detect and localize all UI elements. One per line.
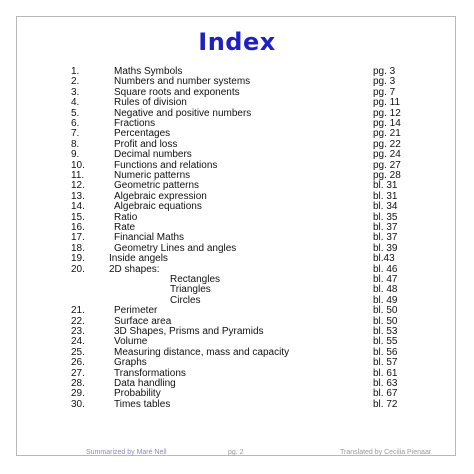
index-entry [0,295,474,306]
index-entry-number: 29. [71,388,85,400]
index-entry-label: Rate [114,222,136,233]
index-entry-page: pg. 21 [373,128,401,140]
index-entry [0,305,474,316]
index-entry-number: 9. [71,149,80,161]
index-entry-number: 22. [71,315,85,327]
index-entry [0,108,474,119]
index-entry-label: Numbers and number systems [114,76,251,88]
index-entry-label: Geometry Lines and angles [114,242,237,254]
index-entry [0,160,474,171]
index-entry-number: 30. [71,398,85,410]
index-entry-label: Rectangles [170,274,221,285]
index-entry-label: Decimal numbers [114,149,192,161]
index-entry-label: Inside angels [109,253,168,265]
footer-translated-by: Translated by Cecilia Pienaar [340,449,432,456]
index-entry-page: bl. 72 [373,398,398,410]
index-entry [0,336,474,347]
index-entry-number: 1. [71,66,80,77]
index-entry-number: 2. [71,76,80,88]
index-entry-number: 4. [71,97,80,109]
index-entry-page: bl. 47 [373,274,398,285]
index-entry [0,139,474,150]
index-entry-label: Profit and loss [114,138,178,150]
index-entry [0,97,474,108]
index-entry [0,368,474,379]
index-entry-label: 3D Shapes, Prisms and Pyramids [114,326,264,337]
index-entry-label: Graphs [114,357,147,369]
index-entry [0,232,474,243]
index-entry-page: pg. 14 [373,118,401,129]
index-entry-label: Triangles [170,284,211,296]
index-entry-page: pg. 7 [373,86,396,98]
index-entry [0,66,474,77]
index-entry-page: bl. 31 [373,190,398,202]
index-title: Index [198,28,276,56]
index-entry-label: Functions and relations [114,159,218,171]
index-entry-label: Rules of division [114,97,187,109]
index-entry [0,212,474,223]
index-entry-label: Fractions [114,118,156,129]
index-entry-number: 18. [71,242,85,254]
index-entry-page: bl. 63 [373,378,398,389]
index-entry-label: Algebraic expression [114,190,207,202]
index-entry-page: bl. 37 [373,222,398,233]
index-entry-page: bl. 61 [373,367,398,379]
index-entry-page: bl. 39 [373,242,398,254]
index-entry-page: bl. 37 [373,232,398,244]
index-entry-number: 27. [71,367,85,379]
index-entry-page: pg. 28 [373,170,401,181]
index-entry [0,170,474,181]
index-entry-number: 14. [71,201,85,213]
index-entry [0,357,474,368]
index-entry-page: pg. 12 [373,107,401,119]
index-entry [0,347,474,358]
index-entry-page: bl. 49 [373,294,398,306]
index-entry [0,378,474,389]
index-entry-number: 8. [71,138,80,150]
index-entry-page: pg. 24 [373,149,401,161]
index-entry-number: 20. [71,263,85,275]
index-entry-label: Maths Symbols [114,66,183,77]
index-entry-number: 21. [71,305,85,317]
index-entry-page: pg. 11 [373,97,401,109]
index-entry-label: Volume [114,336,148,348]
index-entry-page: bl. 31 [373,180,398,192]
index-entry-label: Ratio [114,211,138,223]
index-entry [0,76,474,87]
index-entry [0,118,474,129]
index-entry-page: bl. 50 [373,315,398,327]
index-entry-label: Square roots and exponents [114,86,240,98]
index-entry-page: pg. 3 [373,66,396,77]
index-entry-label: Surface area [114,315,172,327]
footer-page-number: pg. 2 [228,449,244,456]
index-entry-page: bl.43 [373,253,395,265]
index-entry-label: Percentages [114,128,171,140]
index-entry-label: 2D shapes: [109,263,160,275]
index-entry-page: pg. 27 [373,159,401,171]
index-entry-label: Perimeter [114,305,158,317]
index-entry [0,284,474,295]
index-entry-number: 12. [71,180,85,192]
index-entry-number: 24. [71,336,85,348]
index-entry-page: bl. 48 [373,284,398,296]
index-entry [0,222,474,233]
index-entry [0,87,474,98]
index-entry-label: Transformations [114,367,186,379]
index-entry [0,388,474,399]
index-entry-number: 13. [71,190,85,202]
index-entry [0,128,474,139]
index-entry-number: 19. [71,253,85,265]
index-entry-page: bl. 53 [373,326,398,337]
index-entry-number: 25. [71,346,85,358]
index-entry [0,180,474,191]
index-entry-label: Measuring distance, mass and capacity [114,346,290,358]
index-entry-number: 5. [71,107,80,119]
index-entry-label: Probability [114,388,161,400]
index-entry-number: 23. [71,326,85,337]
index-entry [0,264,474,275]
index-entry-label: Circles [170,294,201,306]
index-entry-number: 15. [71,211,85,223]
footer-summarized-by: Summarized by Maré Nell [86,449,167,456]
index-entry [0,316,474,327]
index-entry-label: Data handling [114,378,176,389]
index-entry [0,253,474,264]
index-entry-number: 6. [71,118,80,129]
index-entry-page: bl. 35 [373,211,398,223]
index-entry [0,326,474,337]
index-entry-number: 10. [71,159,85,171]
index-entry-page: pg. 22 [373,138,401,150]
index-entry-page: pg. 3 [373,76,396,88]
index-entry-number: 11. [71,170,85,181]
index-entry-page: bl. 57 [373,357,398,369]
index-entry-label: Financial Maths [114,232,185,244]
index-entry [0,399,474,410]
index-entry-page: bl. 50 [373,305,398,317]
index-entry-page: bl. 67 [373,388,398,400]
index-entry-page: bl. 55 [373,336,398,348]
index-entry-label: Geometric patterns [114,180,200,192]
index-entry-number: 7. [71,128,80,140]
index-entry-label: Times tables [114,398,171,410]
index-entry-page: bl. 46 [373,263,398,275]
index-entry-number: 17. [71,232,85,244]
index-entry-label: Algebraic equations [114,201,202,213]
index-entry [0,243,474,254]
index-entry-page: bl. 56 [373,346,398,358]
index-entry-number: 16. [71,222,85,233]
index-entry [0,191,474,202]
index-entry [0,149,474,160]
index-entry-label: Numeric patterns [114,170,191,181]
index-entry [0,274,474,285]
index-entry-number: 3. [71,86,80,98]
index-entry [0,201,474,212]
index-entry-label: Negative and positive numbers [114,107,252,119]
index-entry-number: 26. [71,357,85,369]
index-entry-page: bl. 34 [373,201,398,213]
index-entry-number: 28. [71,378,85,389]
